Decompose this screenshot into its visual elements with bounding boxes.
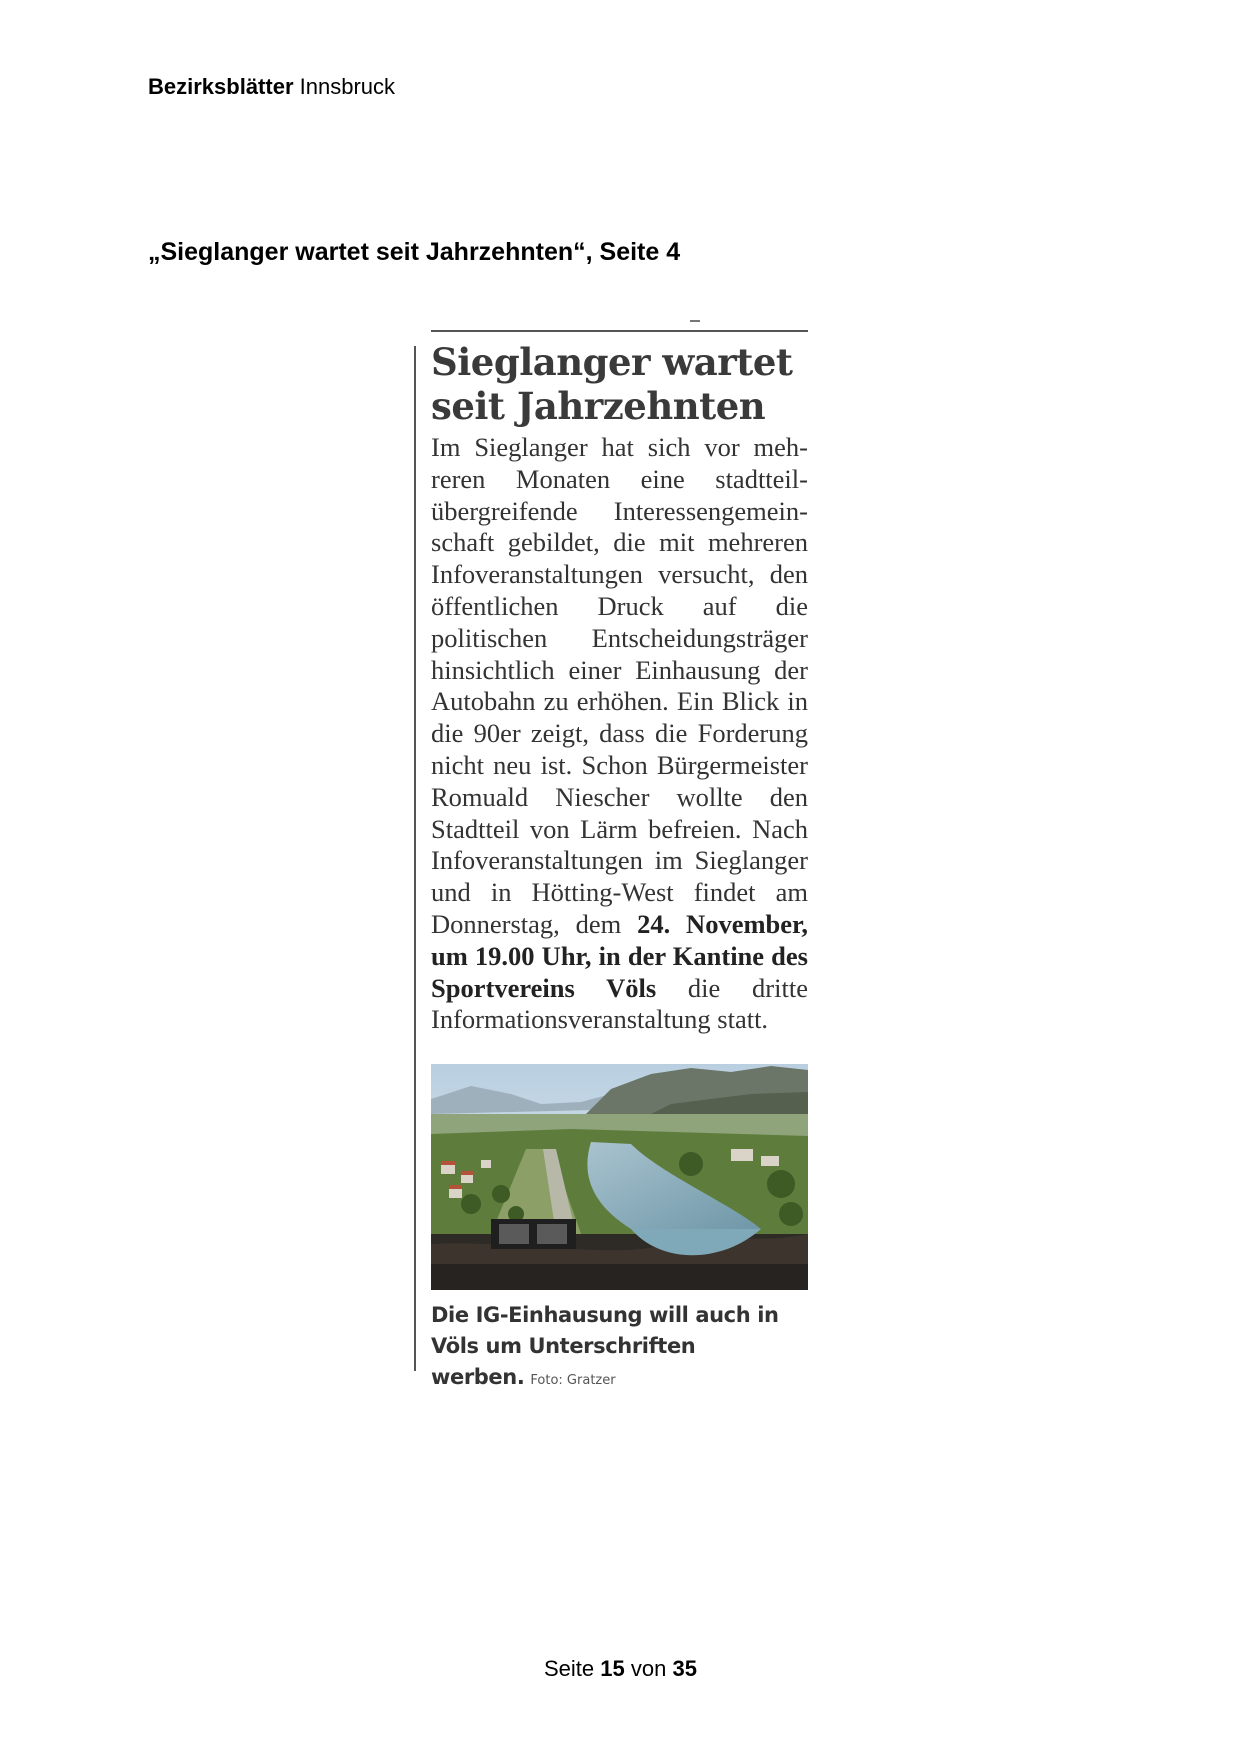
left-rule	[414, 346, 416, 1371]
photo-credit: Foto: Gratzer	[530, 1373, 616, 1389]
publication-name: Bezirksblätter	[148, 74, 294, 99]
article-body	[431, 432, 808, 1036]
page-header	[148, 74, 395, 100]
body-bold-time: um 19.00 Uhr, in der Kantine des Sportvereins Völs	[431, 940, 808, 1003]
body-outro: die dritte Informationsveranstaltung statt.	[431, 972, 808, 1035]
top-rule	[431, 330, 808, 332]
photo-caption	[431, 1300, 808, 1396]
headline-line-2: seit Jahrzehnten	[431, 384, 766, 428]
footer-total-pages: 35	[672, 1656, 697, 1681]
caption-text: Die IG-Einhausung will auch in Völs um Unterschriften werben.	[431, 1303, 779, 1390]
footer-current-page: 15	[600, 1656, 625, 1681]
body-intro: Im Sieglanger hat sich vor mehreren Monaten eine stadtteilübergreifende Interessengemeinschaft gebildet, die mit mehreren Infoveranstaltungen versucht, den öffentlichen Druck auf die politischen Entscheidungsträger hinsichtlich einer Einhausung der Autobahn zu erhöhen. Ein Blick in die 90er zeigt, dass die Forderung nicht neu ist. Schon Bürgermeister Romuald Niescher wollte den Stadtteil von Lärm befreien. Nach Infoveranstaltungen im Sieglanger und in Hötting-West findet am Donnerstag, dem	[431, 432, 808, 939]
headline-line-1: Sieglanger wartet	[431, 340, 793, 384]
document-title: „Sieglanger wartet seit Jahrzehnten“, Seite 4	[148, 238, 681, 266]
footer-prefix: Seite	[544, 1656, 595, 1681]
article-photo	[431, 1064, 808, 1290]
publication-city: Innsbruck	[299, 74, 396, 99]
article-headline	[431, 340, 808, 428]
top-mark	[690, 320, 700, 322]
footer-middle: von	[630, 1656, 667, 1681]
newspaper-clipping	[414, 316, 808, 1390]
body-bold-date: 24. November,	[637, 908, 808, 939]
page-footer	[0, 1656, 1241, 1682]
